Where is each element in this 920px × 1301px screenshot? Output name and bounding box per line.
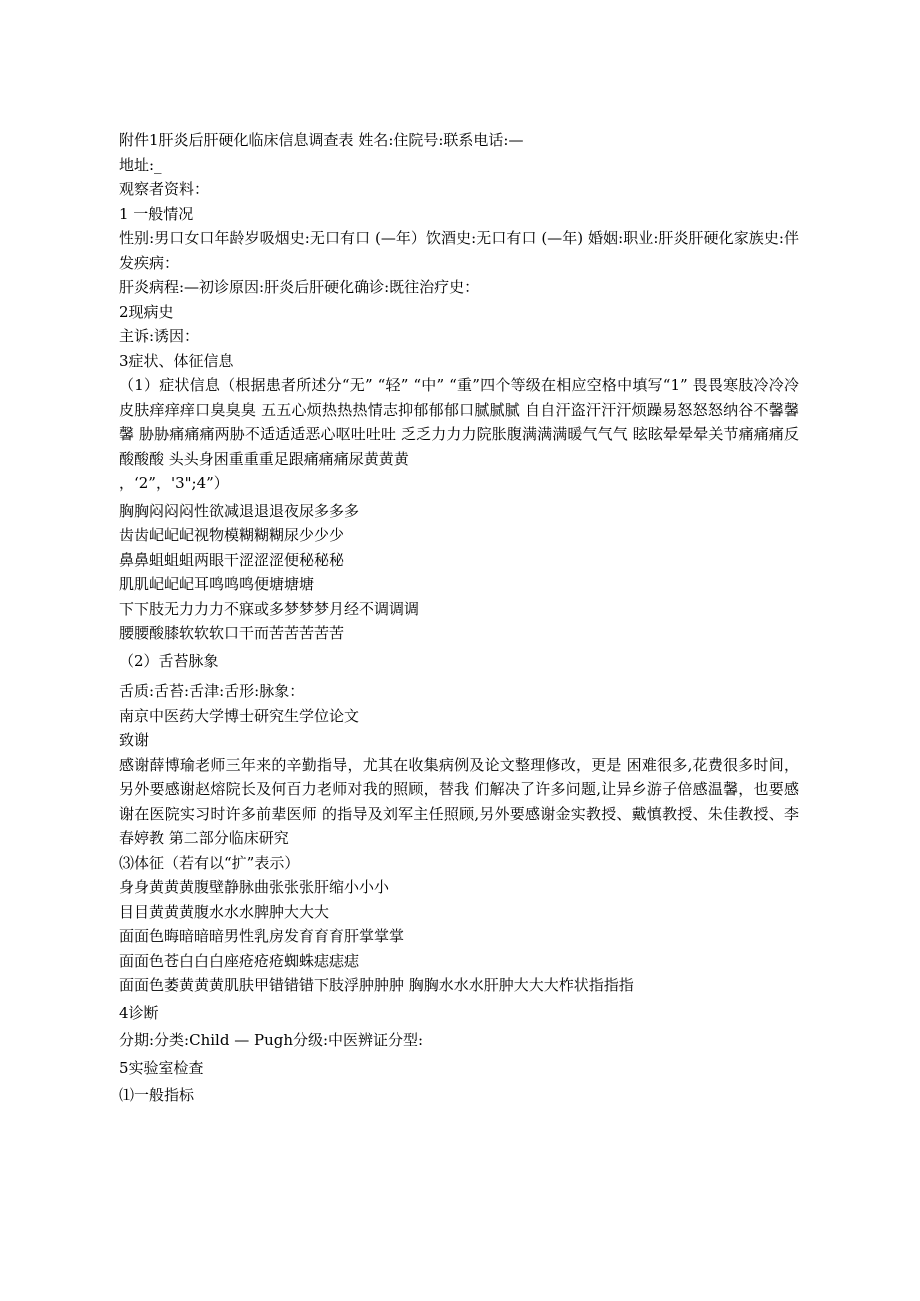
acknowledgement-heading: 致谢 bbox=[119, 731, 150, 749]
address-line: 地址:_ bbox=[119, 155, 162, 174]
physical-signs-heading: ⑶体征（若有以“扩”表示） bbox=[119, 853, 300, 872]
lab-tests-heading: 5实验室检查 bbox=[119, 1058, 204, 1077]
sign-row: 面面色晦暗暗暗男性乳房发育育育肝掌掌掌 bbox=[119, 927, 405, 945]
diagnosis-fields-line: 分期:分类:Child — Pugh分级:中医辨证分型: bbox=[119, 1031, 424, 1049]
sign-row: 身身黄黄黄腹壁静脉曲张张张肝缩小小小 bbox=[119, 878, 390, 896]
observer-info-heading: 观察者资料： bbox=[119, 180, 210, 198]
symptom-row: 下下肢无力力力不寐或多梦梦梦月经不调调调 bbox=[119, 599, 420, 618]
document-body bbox=[119, 128, 799, 1108]
symptom-row: 鼻鼻蛆蛆蛆两眼干涩涩涩便秘秘秘 bbox=[119, 550, 345, 569]
general-info-heading: 1 一般情况 bbox=[119, 204, 194, 223]
diagnosis-heading: 4诊断 bbox=[119, 1003, 159, 1022]
symptom-info-paragraph: （1）症状信息（根据患者所述分“无” “轻” “中” “重”四个等级在相应空格中填写“1” 畏畏寒肢冷冷冷皮肤痒痒痒口臭臭臭 五五心烦热热热情志抑郁郁郁口腻腻腻 自自汗盗汗汗汗烦躁易怒怒怒纳谷不馨馨馨 胁胁痛痛痛两胁不适适适恶心呕吐吐吐 乏乏力力力院胀腹满满满暖气气气 眩眩晕晕晕关节痛痛痛反酸酸酸 头头身困重重重足跟痛痛痛尿黄黄黄 bbox=[119, 376, 799, 468]
chief-complaint-line: 主诉:诱因： bbox=[119, 327, 200, 345]
symptom-row: 胸胸闷闷闷性欲减退退退夜尿多多多 bbox=[119, 501, 360, 520]
tongue-fields-line: 舌质:舌苔:舌津:舌形:脉象： bbox=[119, 682, 305, 700]
general-info-paragraph: 性别:男口女口年龄岁吸烟史:无口有口 (—年）饮酒史:无口有口 (—年) 婚姻:职业:肝炎肝硬化家族史:伴发疾病： bbox=[119, 229, 799, 272]
sign-row: 面面色苍白白白座疮疮疮蜘蛛痣痣痣 bbox=[119, 951, 360, 970]
hepatitis-course-line: 肝炎病程:—初诊原因:肝炎后肝硬化确诊:既往治疗史： bbox=[119, 278, 480, 296]
current-history-heading: 2现病史 bbox=[119, 302, 174, 321]
sign-row: 面面色萎黄黄黄肌肤甲错错错下肢浮肿肿肿 胸胸水水水肝肿大大大柞状指指指 bbox=[119, 976, 634, 994]
general-indicators-heading: ⑴一般指标 bbox=[119, 1086, 195, 1104]
symptom-row: 齿齿屺屺屺视物模糊糊糊尿少少少 bbox=[119, 526, 345, 544]
grade-marks-line: ，‘2”，'3";4”） bbox=[119, 474, 229, 492]
university-thesis-line: 南京中医药大学博士研究生学位论文 bbox=[119, 706, 360, 725]
survey-title-line: 附件1肝炎后肝硬化临床信息调查表 姓名:住院号:联系电话:— bbox=[119, 131, 524, 149]
symptom-row: 肌肌屺屺屺耳鸣鸣鸣便塘塘塘 bbox=[119, 575, 315, 593]
symptoms-signs-heading: 3症状、体征信息 bbox=[119, 351, 234, 370]
tongue-pulse-heading: （2）舌苔脉象 bbox=[119, 651, 219, 670]
sign-row: 目目黄黄黄腹水水水脾肿大大大 bbox=[119, 902, 330, 921]
symptom-row: 腰腰酸膝软软软口干而苦苦苦苦苦 bbox=[119, 624, 345, 642]
acknowledgement-paragraph: 感谢薛博瑜老师三年来的辛勤指导，尤其在收集病例及论文整理修改，更是 困难很多,花费很多时间，另外要感谢赵熔院长及何百力老师对我的照顾，替我 们解决了许多问题,让异乡游子倍感温馨，也要感谢在医院实习时许多前辈医师 的指导及刘军主任照顾,另外要感谢金实教授、戴慎教授、朱佳教授、李春婷教 第二部分临床研究 bbox=[119, 755, 799, 847]
